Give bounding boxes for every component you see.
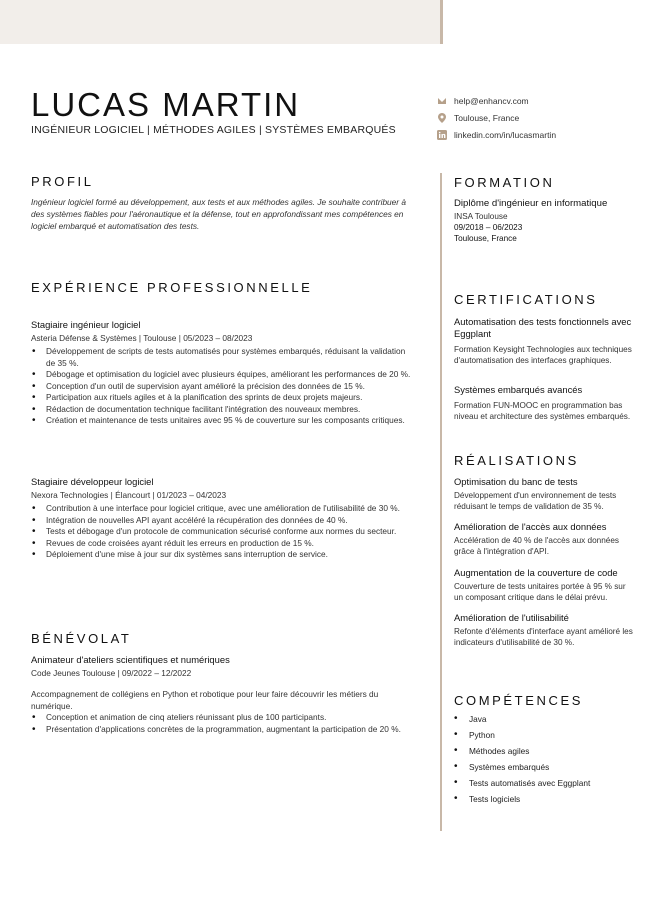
contact-linkedin-text: linkedin.com/in/lucasmartin <box>454 129 557 140</box>
job-role: Stagiaire développeur logiciel <box>31 476 154 487</box>
achievement-desc: Accélération de 40 % de l'accès aux données grâce à l'intégration d'API. <box>454 536 619 556</box>
job-bullet: • Intégration de nouvelles API ayant accéléré la récupération des données de 40 %. <box>31 515 411 527</box>
experience-section-title: EXPÉRIENCE PROFESSIONNELLE <box>31 280 313 295</box>
job-bullet: • Tests et débogage d'un protocole de communication sécurisé conforme aux normes du secteur. <box>31 526 411 538</box>
job-meta: Asteria Défense & Systèmes | Toulouse | 05/2023 – 08/2023 <box>31 333 253 343</box>
contact-email-text: help@enhancv.com <box>454 95 529 106</box>
job-bullet: • Participation aux rituels agiles et à la planification des sprints de deux projets majeurs. <box>31 392 411 404</box>
certification-item <box>454 384 634 422</box>
certification-item <box>454 316 634 366</box>
contact-block <box>436 92 636 143</box>
email-icon <box>436 95 448 107</box>
achievement-item <box>454 476 634 512</box>
profile-summary: Ingénieur logiciel formé au développement, aux tests et aux méthodes agiles. Je souhaite contribuer à des systèmes fiables pour l'aéronautique et la défense, tout en approfondissant mes compétences en logiciel embarqué et automatisation des tests. <box>31 197 406 231</box>
achievement-item <box>454 567 634 603</box>
job-bullets <box>31 503 411 561</box>
contact-location-text: Toulouse, France <box>454 112 520 123</box>
skill-item: • Systèmes embarqués <box>454 762 634 778</box>
job-bullet: • Débogage et optimisation du logiciel avec plusieurs équipes, améliorant les performances de 20 %. <box>31 369 411 381</box>
volunteer-meta: Code Jeunes Toulouse | 09/2022 – 12/2022 <box>31 668 192 678</box>
skill-item: • Méthodes agiles <box>454 746 634 762</box>
achievement-desc: Refonte d'éléments d'interface ayant amélioré les indicateurs d'utilisabilité de 30 %. <box>454 627 633 647</box>
achievement-item <box>454 521 634 557</box>
location-icon <box>436 112 448 124</box>
certification-name: Automatisation des tests fonctionnels avec Eggplant <box>454 316 632 339</box>
profile-section-title: PROFIL <box>31 174 94 189</box>
achievement-name: Amélioration de l'accès aux données <box>454 521 607 532</box>
certification-name: Systèmes embarqués avancés <box>454 384 583 395</box>
volunteer-section-title: BÉNÉVOLAT <box>31 631 132 646</box>
job-role: Stagiaire ingénieur logiciel <box>31 319 141 330</box>
volunteer-role: Animateur d'ateliers scientifiques et numériques <box>31 654 230 665</box>
achievement-name: Optimisation du banc de tests <box>454 476 578 487</box>
volunteer-description: Accompagnement de collégiens en Python et robotique pour leur faire découvrir les métiers du numérique. <box>31 689 379 711</box>
achievement-desc: Développement d'un environnement de tests réduisant le temps de validation de 35 %. <box>454 491 617 511</box>
achievement-desc: Couverture de tests unitaires portée à 95 % sur un composant critique dans le délai prévu. <box>454 582 626 602</box>
job-bullet: • Revues de code croisées ayant réduit les erreurs en production de 15 %. <box>31 538 411 550</box>
skill-item: • Python <box>454 730 634 746</box>
job-entry <box>31 319 411 427</box>
achievement-name: Augmentation de la couverture de code <box>454 567 618 578</box>
contact-email[interactable] <box>436 92 636 109</box>
skills-section-title: COMPÉTENCES <box>454 693 584 708</box>
contact-location <box>436 109 636 126</box>
skill-item: • Java <box>454 714 634 730</box>
skills-list <box>454 714 634 810</box>
achievement-item <box>454 612 634 648</box>
volunteer-bullets <box>31 712 411 735</box>
job-bullet: • Rédaction de documentation technique facilitant l'intégration des nouveaux membres. <box>31 404 411 416</box>
candidate-name: LUCAS MARTIN <box>31 86 301 123</box>
education-location: Toulouse, France <box>454 234 517 243</box>
job-bullet: • Contribution à une interface pour logiciel critique, avec une amélioration de l'utilisabilité de 30 %. <box>31 503 411 515</box>
job-bullet: • Déploiement d'une mise à jour sur dix systèmes sans interruption de service. <box>31 549 411 561</box>
education-degree: Diplôme d'ingénieur en informatique <box>454 198 608 209</box>
header-band <box>0 0 440 44</box>
column-divider <box>440 173 442 831</box>
job-entry <box>31 476 411 561</box>
contact-linkedin[interactable] <box>436 126 636 143</box>
achievements-section-title: RÉALISATIONS <box>454 453 579 468</box>
volunteer-bullet: • Conception et animation de cinq ateliers réunissant plus de 100 participants. <box>31 712 411 724</box>
job-meta: Nexora Technologies | Élancourt | 01/2023 – 04/2023 <box>31 490 227 500</box>
volunteer-bullet: • Présentation d'applications concrètes de la programmation, augmentant la participation de 20 %. <box>31 724 411 736</box>
certifications-section-title: CERTIFICATIONS <box>454 292 598 307</box>
education-dates: 09/2018 – 06/2023 <box>454 223 523 232</box>
linkedin-icon <box>436 129 448 141</box>
candidate-headline: INGÉNIEUR LOGICIEL | MÉTHODES AGILES | SYSTÈMES EMBARQUÉS <box>31 124 396 136</box>
achievement-name: Amélioration de l'utilisabilité <box>454 612 569 623</box>
job-bullet: • Conception d'un outil de supervision ayant amélioré la précision des données de 15 %. <box>31 381 411 393</box>
volunteer-entry <box>31 654 411 735</box>
certification-desc: Formation FUN-MOOC en programmation bas niveau et architecture des systèmes embarqués. <box>454 401 631 421</box>
job-bullets <box>31 346 411 427</box>
skill-item: • Tests logiciels <box>454 794 634 810</box>
header-band-divider <box>440 0 443 44</box>
job-bullet: • Création et maintenance de tests unitaires avec 95 % de couverture sur les composants critiques. <box>31 415 411 427</box>
education-school: INSA Toulouse <box>454 212 508 221</box>
skill-item: • Tests automatisés avec Eggplant <box>454 778 634 794</box>
certification-desc: Formation Keysight Technologies aux techniques d'automatisation des interfaces graphiques. <box>454 345 632 365</box>
education-section-title: FORMATION <box>454 175 555 190</box>
education-entry <box>454 198 634 244</box>
job-bullet: • Développement de scripts de tests automatisés pour systèmes embarqués, réduisant la validation de 35 %. <box>31 346 411 369</box>
